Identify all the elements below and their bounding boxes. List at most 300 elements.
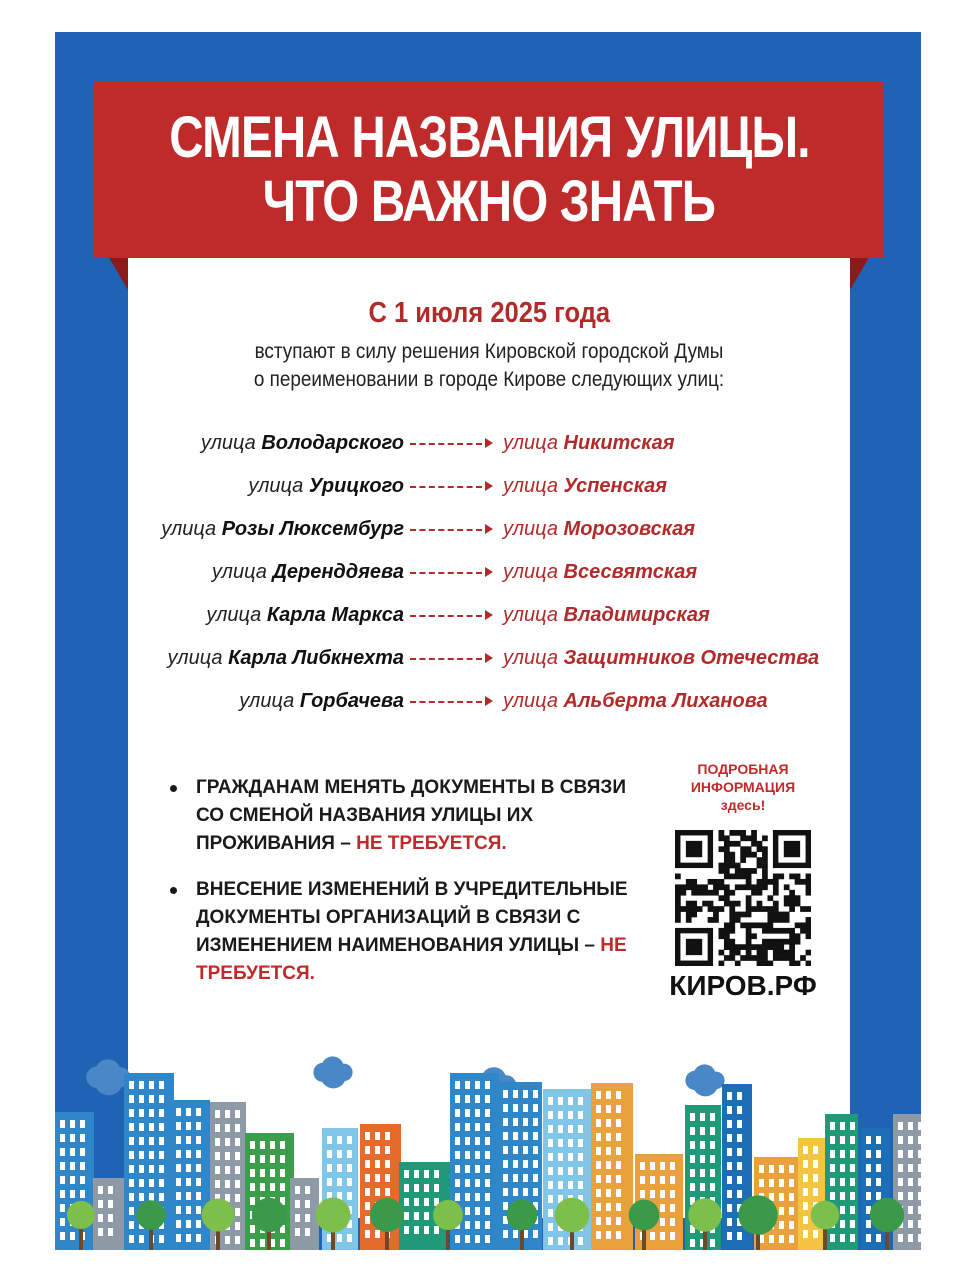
building-window [196,1164,201,1172]
building-window [533,1132,538,1140]
street-prefix: улица [503,604,564,626]
building-window [475,1221,480,1229]
building-window [700,1183,705,1191]
building-window [225,1180,230,1188]
building-window [700,1127,705,1135]
building-window [108,1200,113,1208]
cloud [86,1059,130,1095]
building-window [455,1109,460,1117]
building-window [876,1164,881,1172]
qr-module [767,917,773,923]
old-name: Розы Люксембург [221,518,404,540]
building-window [523,1090,528,1098]
qr-module [691,884,697,890]
building-window [280,1155,285,1163]
building-window [596,1189,601,1197]
building-window [813,1160,818,1168]
building-window [385,1160,390,1168]
building-window [235,1138,240,1146]
building-window [803,1188,808,1196]
building-window [196,1206,201,1214]
qr-module [767,944,773,950]
qr-module [757,950,763,956]
building-window [196,1192,201,1200]
qr-module [724,890,730,896]
qr-module [740,857,746,863]
building-window [70,1120,75,1128]
qr-finder [686,841,702,857]
arrow-right-icon [485,653,493,663]
building-window [260,1141,265,1149]
building-window [650,1232,655,1240]
building-window [558,1153,563,1161]
qr-module [778,917,784,923]
building-window [503,1230,508,1238]
building-window [660,1232,665,1240]
building-window [129,1179,134,1187]
qr-module [746,868,752,874]
qr-module [729,890,735,896]
building-window [139,1109,144,1117]
building-window [129,1193,134,1201]
qr-module [762,961,768,966]
building-window [260,1169,265,1177]
building-window [866,1220,871,1228]
qr-module [729,944,735,950]
building-window [876,1192,881,1200]
building-window [60,1232,65,1240]
building-window [606,1175,611,1183]
building-window [80,1190,85,1198]
building-window [159,1179,164,1187]
new-street-name [503,471,667,501]
qr-module [735,874,741,880]
qr-module [773,939,779,945]
qr-module [686,906,692,912]
new-name: Морозовская [563,518,695,540]
street-prefix: улица [248,475,309,497]
building-window [866,1136,871,1144]
qr-module [735,912,741,918]
building-window [640,1176,645,1184]
building-window [475,1151,480,1159]
building-window [337,1234,342,1242]
building-window [918,1136,921,1144]
qr-module [724,955,730,961]
building-window [475,1095,480,1103]
qr-module [675,895,681,901]
building-window [149,1137,154,1145]
building-window [196,1150,201,1158]
qr-module [724,863,730,869]
qr-module [806,884,811,890]
building-window [690,1155,695,1163]
qr-module [789,874,795,880]
building-window [840,1206,845,1214]
qr-module [708,906,714,912]
site-link[interactable]: КИРОВ.РФ [669,970,817,1001]
building-window [139,1165,144,1173]
building-window [533,1160,538,1168]
qr-module [729,863,735,869]
building-window [670,1218,675,1226]
building-window [908,1150,913,1158]
building-window [578,1181,583,1189]
building-window [803,1160,808,1168]
building-window [404,1212,409,1220]
building-window [98,1200,103,1208]
qr-finder [686,939,702,955]
building-window [365,1146,370,1154]
building-window [424,1184,429,1192]
building-window [414,1226,419,1234]
qr-module [789,939,795,945]
building-window [616,1189,621,1197]
building-window [523,1118,528,1126]
building-window [465,1235,470,1243]
building-window [558,1097,563,1105]
building-window [80,1176,85,1184]
qr-module [746,852,752,858]
building-window [327,1150,332,1158]
street-prefix: улица [200,432,262,454]
building-window [690,1141,695,1149]
building-window [840,1178,845,1186]
building-window [710,1113,715,1121]
qr-module [778,944,784,950]
bullet-dot [170,785,177,792]
qr-module [729,928,735,934]
qr-module [762,944,768,950]
building-window [898,1150,903,1158]
building-window [578,1097,583,1105]
building-window [737,1106,742,1114]
building-window [700,1169,705,1177]
building-window [789,1235,794,1243]
qr-module [697,906,703,912]
building-window [485,1235,490,1243]
qr-module [740,868,746,874]
building-window [690,1127,695,1135]
qr-module [746,922,752,928]
building-window [533,1104,538,1112]
building-window [129,1207,134,1215]
title-line-1: СМЕНА НАЗВАНИЯ УЛИЦЫ. [168,105,810,170]
note-highlight: НЕ ТРЕБУЕТСЯ. [196,935,627,984]
street-prefix: улица [503,518,564,540]
building-window [215,1110,220,1118]
arrow-right-icon [485,696,493,706]
building-window [596,1203,601,1211]
building-window [513,1132,518,1140]
qr-module [784,939,790,945]
building-window [850,1178,855,1186]
building-window [908,1220,913,1228]
building-window [918,1206,921,1214]
building-window [876,1150,881,1158]
building-window [295,1228,300,1236]
new-street-name [503,686,768,716]
building-window [485,1165,490,1173]
building-window [60,1134,65,1142]
building-window [606,1203,611,1211]
building-window [866,1164,871,1172]
building-window [176,1206,181,1214]
building-window [385,1146,390,1154]
building-window [129,1081,134,1089]
qr-module [729,917,735,923]
building-window [789,1165,794,1173]
building-window [327,1164,332,1172]
building-window [404,1170,409,1178]
qr-module [697,884,703,890]
building-window [830,1164,835,1172]
qr-module [784,928,790,934]
building-window [280,1183,285,1191]
effective-date: С 1 июля 2025 года [368,297,610,329]
notes-list [168,774,638,1006]
building-window [176,1150,181,1158]
building-window [513,1146,518,1154]
building-window [434,1184,439,1192]
old-name: Карла Либкнехта [228,647,404,669]
building-window [375,1160,380,1168]
qr-module [795,874,801,880]
qr-module [762,928,768,934]
building-window [616,1105,621,1113]
building-window [295,1214,300,1222]
qr-module [719,928,725,934]
qr-module [675,884,681,890]
building-window [523,1104,528,1112]
building-window [485,1179,490,1187]
qr-module [746,950,752,956]
qr-module [729,841,735,847]
building-window [908,1206,913,1214]
building-window [616,1133,621,1141]
building-window [533,1188,538,1196]
building-window [616,1147,621,1155]
building-window [690,1113,695,1121]
building-window [365,1188,370,1196]
building-window [365,1230,370,1238]
building-window [176,1164,181,1172]
building-window [700,1113,705,1121]
building-window [250,1239,255,1247]
new-name: Всесвятская [563,561,698,583]
building-window [548,1237,553,1245]
qr-module [691,906,697,912]
building-window [176,1108,181,1116]
building-window [455,1235,460,1243]
building-window [139,1235,144,1243]
building-window [670,1204,675,1212]
building-window [568,1097,573,1105]
qr-module [773,874,779,880]
building-window [568,1167,573,1175]
qr-module [719,846,725,852]
building-window [80,1134,85,1142]
qr-module [751,890,757,896]
building-window [196,1234,201,1242]
qr-module [724,846,730,852]
building-window [769,1235,774,1243]
qr-module [735,841,741,847]
qr-module [757,846,763,852]
qr-module [686,884,692,890]
qr-module [767,928,773,934]
building-window [840,1220,845,1228]
building-window [347,1234,352,1242]
building-window [475,1207,480,1215]
qr-module [795,895,801,901]
arrow-right-icon [485,438,493,448]
building-window [485,1137,490,1145]
building-window [737,1148,742,1156]
building-window [558,1111,563,1119]
qr-module [800,928,806,934]
building-window [186,1150,191,1158]
building-window [149,1193,154,1201]
building-window [700,1155,705,1163]
qr-module [735,917,741,923]
building-window [727,1204,732,1212]
qr-module [735,868,741,874]
building-window [789,1193,794,1201]
qr-module [800,906,806,912]
qr-module [708,890,714,896]
building-window [918,1122,921,1130]
building-window [465,1095,470,1103]
qr-module [751,906,757,912]
building-window [375,1174,380,1182]
building-window [337,1150,342,1158]
building-window [548,1209,553,1217]
building-window [465,1151,470,1159]
qr-module [767,922,773,928]
building-window [578,1125,583,1133]
building-window [235,1124,240,1132]
building-window [803,1146,808,1154]
building-window [727,1134,732,1142]
building-window [404,1198,409,1206]
building-window [196,1178,201,1186]
qr-module [719,868,725,874]
building-window [548,1167,553,1175]
new-street-name [503,428,674,458]
qr-module [773,884,779,890]
qr-module [773,917,779,923]
qr-module [697,890,703,896]
street-rename-row [0,514,966,544]
old-street-name [201,428,404,458]
building-window [850,1136,855,1144]
building-window [700,1141,705,1149]
building-window [260,1183,265,1191]
building-window [578,1111,583,1119]
title-banner [94,82,884,258]
building-window [270,1183,275,1191]
building-window [533,1230,538,1238]
building-window [129,1151,134,1159]
new-street-name [503,643,819,673]
building-window [404,1184,409,1192]
street-prefix: улица [503,561,564,583]
building-window [596,1161,601,1169]
qr-module [762,863,768,869]
qr-module [757,955,763,961]
building-window [108,1214,113,1222]
building-window [548,1125,553,1133]
building [893,1114,921,1250]
building-window [596,1119,601,1127]
qr-module [767,961,773,966]
building-window [830,1122,835,1130]
qr-module [751,852,757,858]
arrow-right-icon [485,524,493,534]
building-window [558,1167,563,1175]
qr-module [740,830,746,836]
building-window [70,1162,75,1170]
building-window [616,1217,621,1225]
qr-module [762,922,768,928]
building-window [616,1119,621,1127]
qr-module [729,901,735,907]
building-window [186,1178,191,1186]
new-street-name [503,600,710,630]
qr-code[interactable] [675,830,811,966]
building-window [779,1193,784,1201]
building-window [660,1218,665,1226]
building-window [876,1234,881,1242]
qr-module [746,939,752,945]
building-window [375,1230,380,1238]
building-window [159,1151,164,1159]
qr-module [773,928,779,934]
building-window [737,1092,742,1100]
building-window [779,1179,784,1187]
building-window [465,1221,470,1229]
intro-line-1: вступают в силу решения Кировской городской Думы [254,340,724,363]
building-window [250,1155,255,1163]
cloud [313,1056,352,1088]
qr-module [735,950,741,956]
street-prefix: улица [161,518,222,540]
qr-module [686,912,692,918]
qr-module [789,901,795,907]
qr-module [800,879,806,885]
building-window [235,1222,240,1230]
qr-module [751,868,757,874]
building-window [737,1134,742,1142]
building-window [424,1226,429,1234]
building-window [139,1137,144,1145]
qr-module [724,944,730,950]
building-window [866,1192,871,1200]
building-window [305,1228,310,1236]
building-window [485,1221,490,1229]
building-window [186,1234,191,1242]
building-window [235,1194,240,1202]
building-window [260,1239,265,1247]
qr-module [762,857,768,863]
building-window [365,1216,370,1224]
building-window [898,1136,903,1144]
street-prefix: улица [239,690,300,712]
building-window [70,1148,75,1156]
qr-module [735,830,741,836]
old-name: Володарского [261,432,404,454]
